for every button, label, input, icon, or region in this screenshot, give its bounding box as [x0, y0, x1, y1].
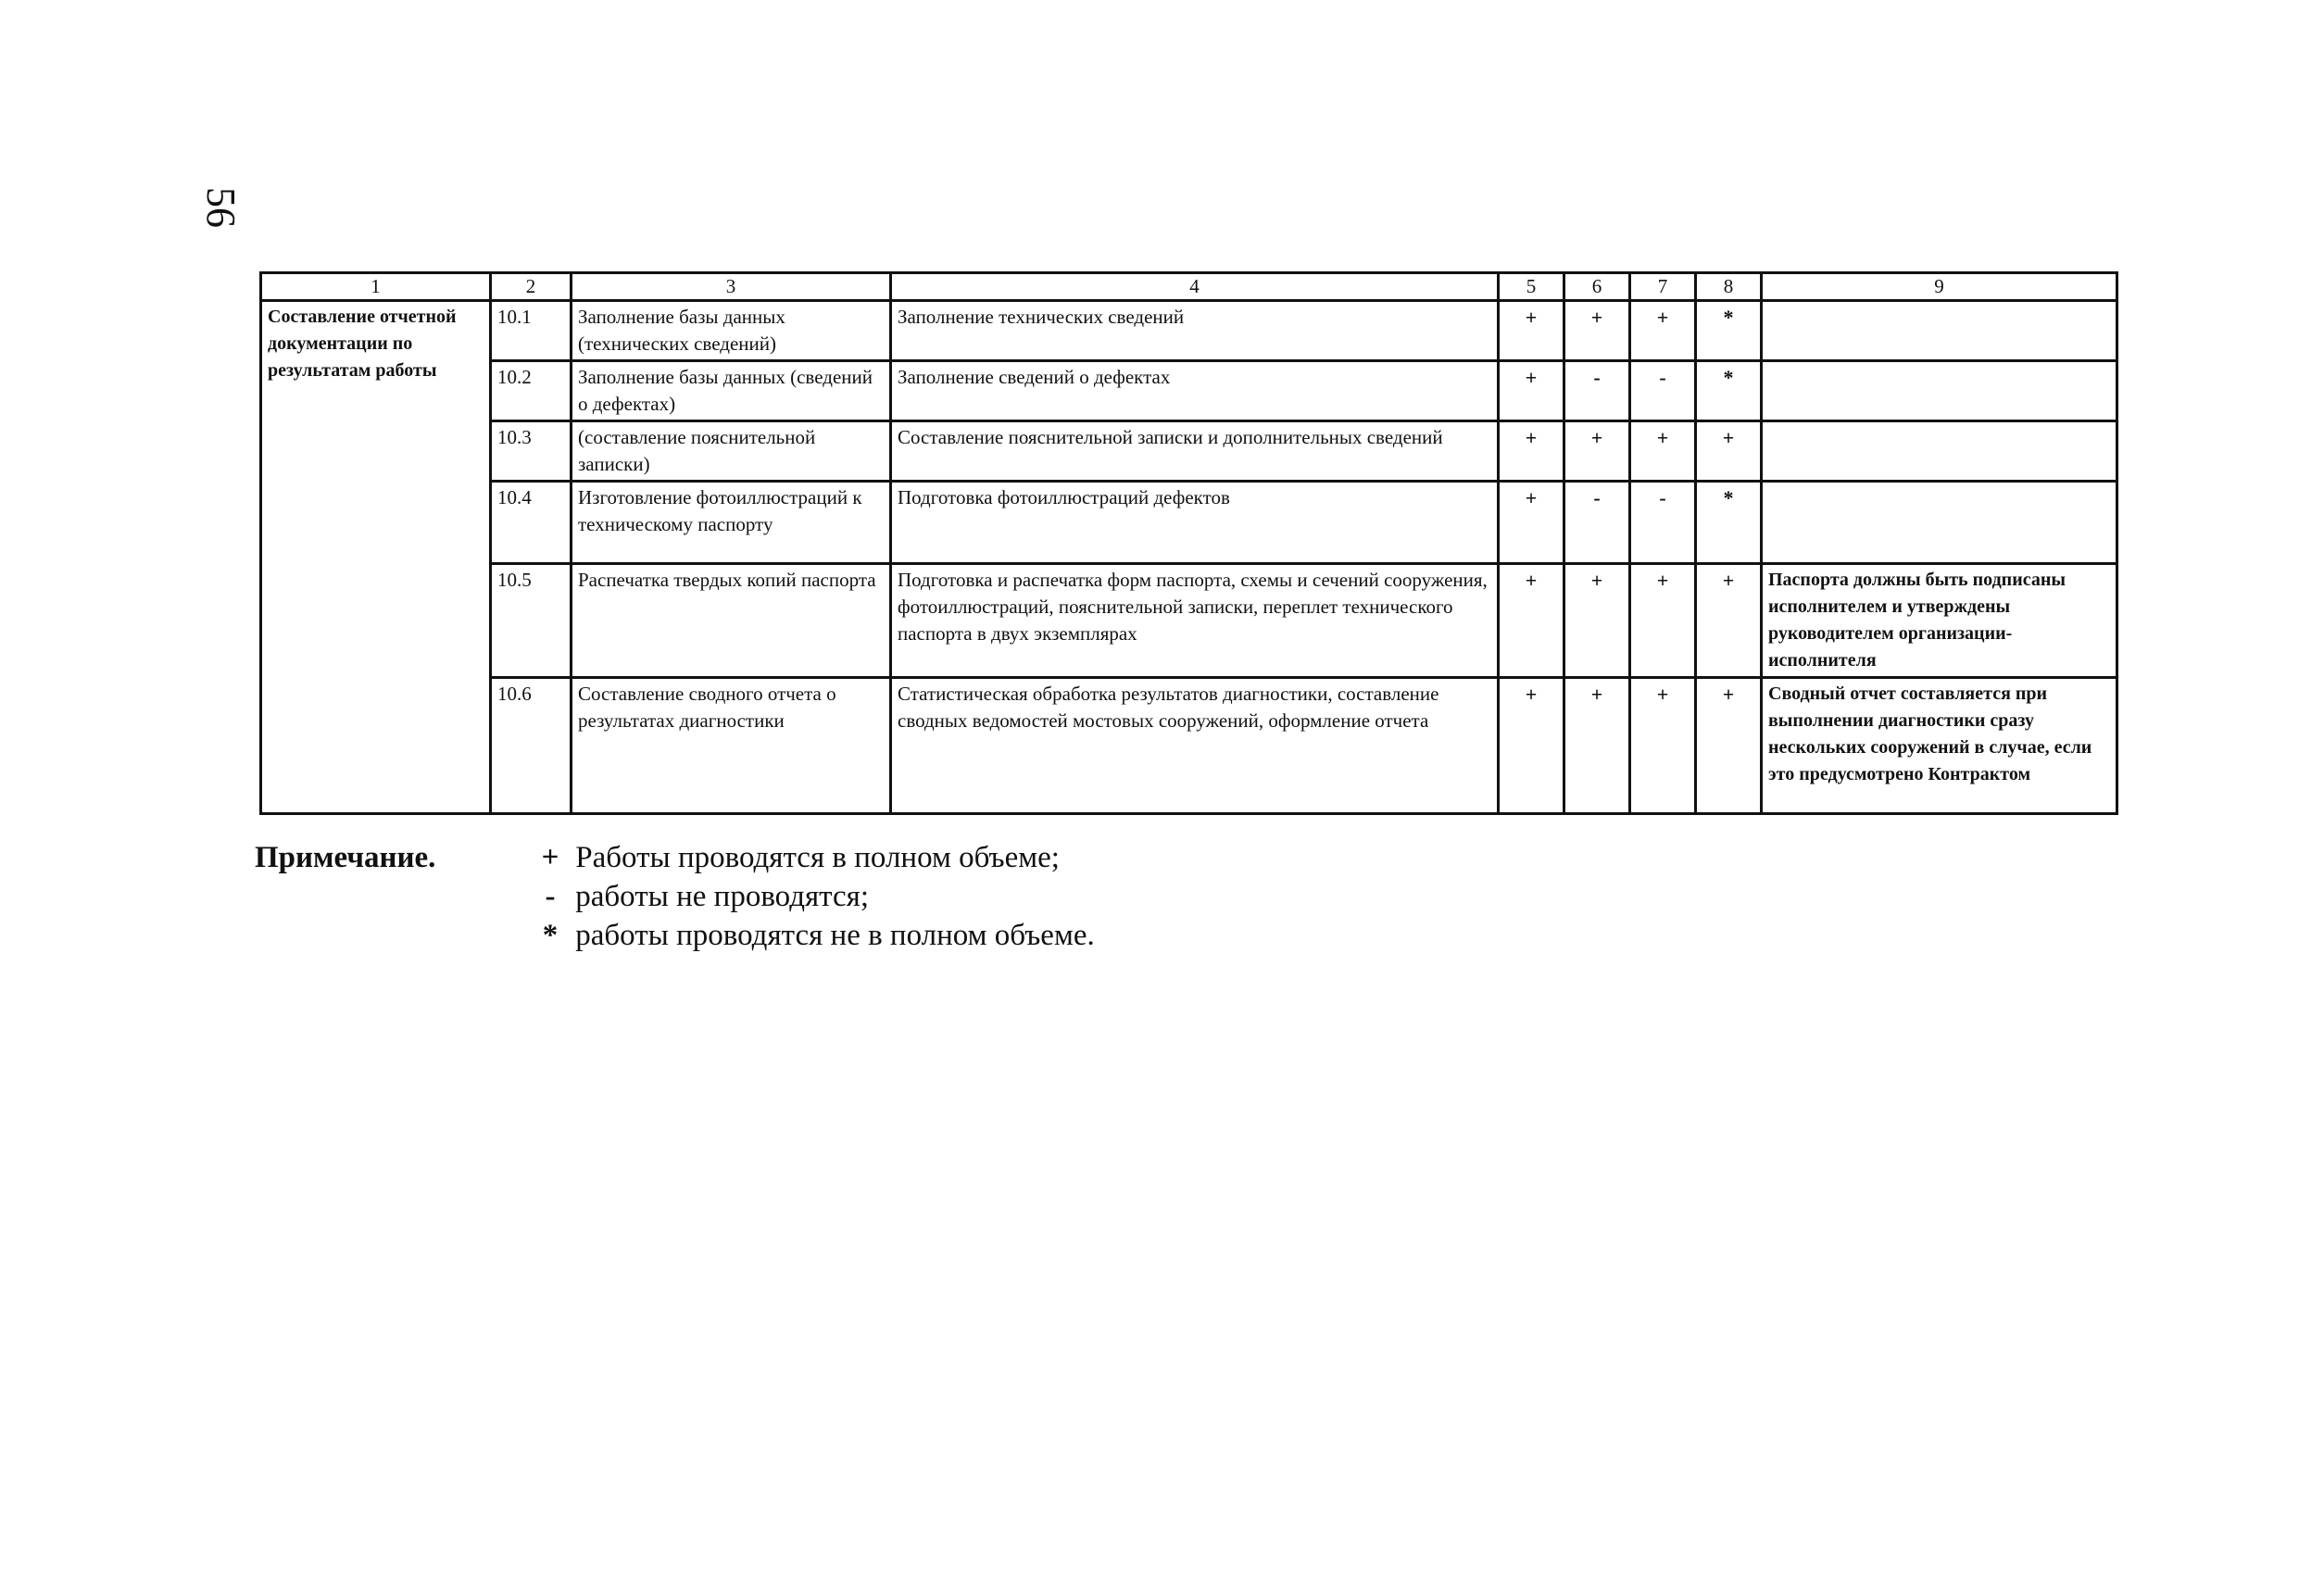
- note-text: работы не проводятся;: [575, 880, 870, 913]
- table-row: [261, 482, 2117, 564]
- mark-cell: +: [1630, 301, 1696, 361]
- mark-cell: +: [1499, 301, 1564, 361]
- work-description-cell: Статистическая обработка результатов диагностики, составление сводных ведомостей мостовых сооружений, оформление отчета: [891, 678, 1499, 814]
- column-header: 9: [1762, 273, 2117, 301]
- minus-symbol: -: [545, 880, 556, 913]
- column-header: 7: [1630, 273, 1696, 301]
- work-description-cell: Составление пояснительной записки и дополнительных сведений: [891, 421, 1499, 482]
- work-description-cell: Подготовка и распечатка форм паспорта, схемы и сечений сооружения, фотоиллюстраций, пояснительной записки, переплет технического паспорта в двух экземплярах: [891, 564, 1499, 678]
- work-description-cell: Заполнение технических сведений: [891, 301, 1499, 361]
- work-name-cell: Составление сводного отчета о результатах диагностики: [572, 678, 891, 814]
- table-row: [261, 301, 2117, 361]
- note-text: Работы проводятся в полном объеме;: [575, 841, 1060, 874]
- mark-cell: +: [1499, 361, 1564, 421]
- works-table: [259, 271, 2118, 815]
- mark-cell: +: [1630, 421, 1696, 482]
- column-header: 6: [1564, 273, 1630, 301]
- row-number-cell: 10.4: [491, 482, 572, 564]
- remark-cell: [1762, 301, 2117, 361]
- mark-cell: *: [1696, 301, 1762, 361]
- note-text: работы проводятся не в полном объеме.: [575, 919, 1095, 952]
- plus-symbol: +: [541, 841, 559, 874]
- notes-label: Примечание.: [255, 841, 436, 874]
- page-number: 56: [198, 187, 244, 228]
- remark-cell: [1762, 482, 2117, 564]
- mark-cell: +: [1499, 421, 1564, 482]
- row-number-cell: 10.6: [491, 678, 572, 814]
- column-header: 4: [891, 273, 1499, 301]
- work-description-cell: Заполнение сведений о дефектах: [891, 361, 1499, 421]
- row-number-cell: 10.5: [491, 564, 572, 678]
- asterisk-symbol: *: [542, 919, 559, 952]
- table-header-row: [261, 273, 2117, 301]
- table-row: [261, 361, 2117, 421]
- mark-cell: +: [1564, 678, 1630, 814]
- work-description-cell: Подготовка фотоиллюстраций дефектов: [891, 482, 1499, 564]
- remark-cell: [1762, 361, 2117, 421]
- mark-cell: +: [1564, 301, 1630, 361]
- mark-cell: +: [1564, 421, 1630, 482]
- table-row: [261, 564, 2117, 678]
- mark-cell: +: [1696, 564, 1762, 678]
- mark-cell: +: [1696, 421, 1762, 482]
- work-name-cell: Заполнение базы данных (сведений о дефектах): [572, 361, 891, 421]
- column-header: 5: [1499, 273, 1564, 301]
- mark-cell: -: [1564, 482, 1630, 564]
- work-name-cell: Изготовление фотоиллюстраций к техническому паспорту: [572, 482, 891, 564]
- row-number-cell: 10.1: [491, 301, 572, 361]
- table-row: [261, 421, 2117, 482]
- column-header: 1: [261, 273, 491, 301]
- mark-cell: +: [1564, 564, 1630, 678]
- note-item: [533, 916, 1095, 955]
- work-name-cell: (составление пояснительной записки): [572, 421, 891, 482]
- mark-cell: *: [1696, 361, 1762, 421]
- remark-cell: Паспорта должны быть подписаны исполнителем и утверждены руководителем организации-исполнителя: [1762, 564, 2117, 678]
- remark-cell: Сводный отчет составляется при выполнении диагностики сразу нескольких сооружений в случае, если это предусмотрено Контрактом: [1762, 678, 2117, 814]
- table-row: [261, 678, 2117, 814]
- mark-cell: +: [1499, 564, 1564, 678]
- mark-cell: -: [1630, 482, 1696, 564]
- mark-cell: +: [1630, 678, 1696, 814]
- column-header: 2: [491, 273, 572, 301]
- mark-cell: +: [1630, 564, 1696, 678]
- note-item: [533, 838, 1095, 877]
- work-name-cell: Распечатка твердых копий паспорта: [572, 564, 891, 678]
- mark-cell: *: [1696, 482, 1762, 564]
- mark-cell: +: [1499, 482, 1564, 564]
- row-number-cell: 10.3: [491, 421, 572, 482]
- column-header: 3: [572, 273, 891, 301]
- mark-cell: -: [1630, 361, 1696, 421]
- notes-list: [533, 838, 1095, 955]
- column-header: 8: [1696, 273, 1762, 301]
- mark-cell: +: [1696, 678, 1762, 814]
- remark-cell: [1762, 421, 2117, 482]
- group-label-cell: Составление отчетной документации по результатам работы: [261, 301, 491, 814]
- mark-cell: -: [1564, 361, 1630, 421]
- mark-cell: +: [1499, 678, 1564, 814]
- note-item: [533, 877, 1095, 916]
- work-name-cell: Заполнение базы данных (технических сведений): [572, 301, 891, 361]
- row-number-cell: 10.2: [491, 361, 572, 421]
